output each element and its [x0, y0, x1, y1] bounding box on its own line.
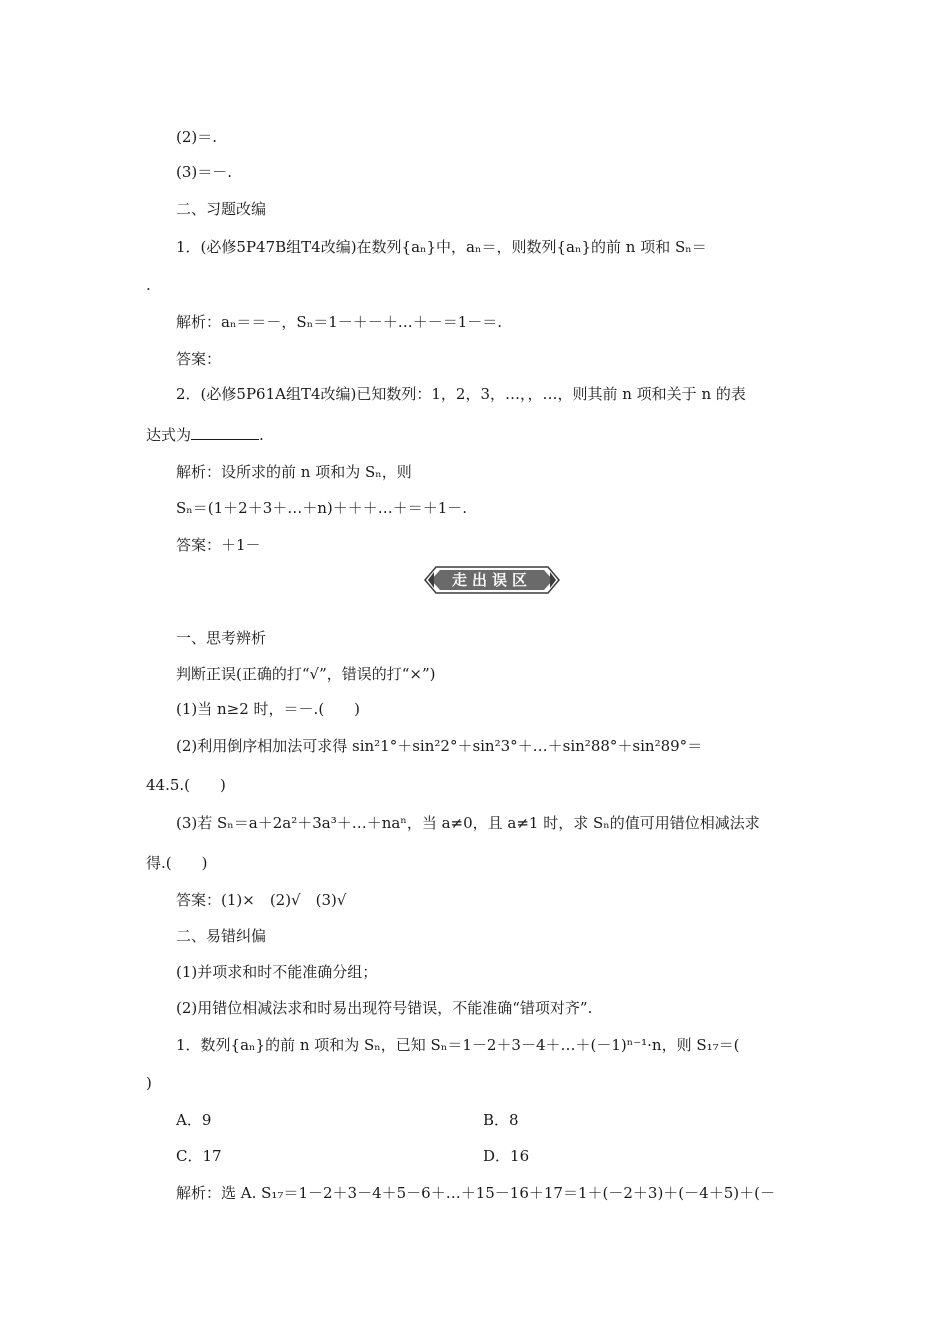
answer-text: 答案：	[176, 350, 222, 368]
question-item: (3)若 Sₙ＝a＋2a²＋3a³＋…＋naⁿ，当 a≠0，且 a≠1 时，求 Sₙ的值可用错位相减法求	[176, 814, 760, 832]
text-line: (3)＝－.	[176, 163, 233, 181]
text-line: 得.( )	[146, 854, 208, 872]
text-line: (2)用错位相减法求和时易出现符号错误，不能准确“错项对齐”.	[176, 999, 593, 1017]
text-line: 判断正误(正确的打“√”，错误的打“×”)	[176, 665, 436, 683]
option-d: D．16	[483, 1147, 530, 1165]
text-line: (1)并项求和时不能准确分组；	[176, 963, 378, 981]
text-line: 44.5.( )	[146, 776, 226, 794]
text-line: .	[146, 276, 151, 294]
text-line	[146, 425, 264, 445]
option-b: B．8	[483, 1111, 519, 1129]
text-span: .	[259, 426, 264, 444]
question-item: (2)利用倒序相加法可求得 sin²1°＋sin²2°＋sin²3°＋…＋sin²88°＋sin²89°＝	[176, 737, 703, 755]
solution-text: 解析：设所求的前 n 项和为 Sₙ，则	[176, 463, 412, 481]
section-heading: 二、易错纠偏	[176, 927, 267, 945]
option-a: A．9	[176, 1111, 212, 1129]
section-heading: 一、思考辨析	[176, 629, 267, 647]
option-c: C．17	[176, 1147, 222, 1165]
solution-text: 解析：选 A. S₁₇＝1－2＋3－4＋5－6＋…＋15－16＋17＝1＋(－2＋3)＋(－4＋5)＋(－	[176, 1184, 775, 1202]
problem-text: 1．(必修5P47B组T4改编)在数列{aₙ}中，aₙ＝，则数列{aₙ}的前 n 项和 Sₙ＝	[176, 238, 707, 256]
solution-text: Sₙ＝(1＋2＋3＋…＋n)＋＋＋…＋＝＋1－.	[176, 499, 468, 517]
text-line: (2)＝.	[176, 128, 218, 146]
banner-label: 走出误区	[451, 571, 532, 589]
question-item: (1)当 n≥2 时，＝－.( )	[176, 700, 361, 718]
solution-text: 解析：aₙ＝＝－，Sₙ＝1－＋－＋…＋－＝1－＝.	[176, 313, 503, 331]
problem-text: 2．(必修5P61A组T4改编)已知数列：1，2，3，…，，…，则其前 n 项和关于 n 的表	[176, 385, 746, 403]
problem-text: 1．数列{aₙ}的前 n 项和为 Sₙ，已知 Sₙ＝1－2＋3－4＋…＋(－1)ⁿ⁻¹·n，则 S₁₇＝(	[176, 1036, 740, 1054]
section-heading: 二、习题改编	[176, 200, 267, 218]
section-banner	[424, 566, 560, 594]
answer-text: 答案：＋1－	[176, 536, 261, 554]
text-span: 达式为	[146, 426, 192, 444]
text-line: )	[146, 1074, 152, 1092]
answer-blank	[191, 425, 259, 440]
answer-text: 答案：(1)× (2)√ (3)√	[176, 891, 347, 909]
